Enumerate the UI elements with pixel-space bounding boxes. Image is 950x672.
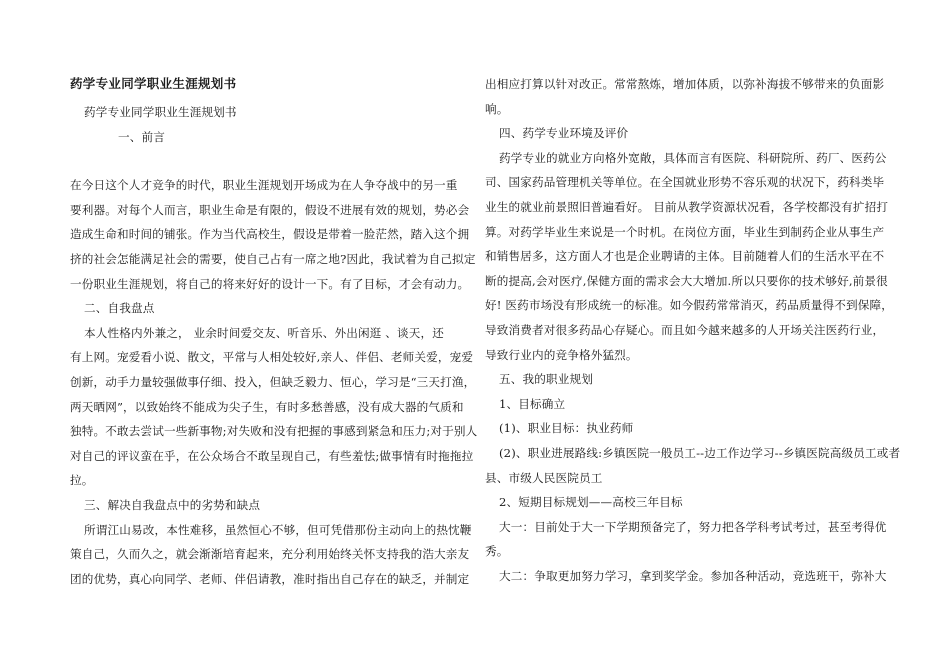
text-line: 药学专业同学职业生涯规划书 <box>84 105 237 119</box>
text-line: 本人性格内外兼之， 业余时间爱交友、听音乐、外出闲逛 、谈天，还 <box>84 325 444 340</box>
text-line: 独特。不敢去尝试一些新事物;对失败和没有把握的事感到紧急和压力;对于别人 <box>70 424 478 439</box>
right-column <box>485 72 901 588</box>
text-line: 三、解决自我盘点中的劣势和缺点 <box>84 497 261 512</box>
text-line: 挤的社会怎能满足社会的需要，使自己占有一席之地?因此，我试着为自己拟定 <box>70 251 476 266</box>
text-line: 两天晒网”，以致始终不能成为尖子生，有时多愁善感，没有成大器的气质和 <box>70 399 464 414</box>
text-line: 2、短期目标规划——高校三年目标 <box>499 495 683 510</box>
text-line: 在今日这个人才竞争的时代，职业生涯规划开场成为在人争夺战中的另一重 <box>70 178 458 193</box>
text-line: 司、国家药品管理机关等单位。在全国就业形势不容乐观的状况下，药科类毕 <box>485 175 885 190</box>
document-title: 药学专业同学职业生涯规划书 <box>70 76 237 91</box>
text-line: 好! 医药市场没有形成统一的标准。如今假药常常消灭，药品质量得不到保障， <box>485 298 893 313</box>
text-line: 二、自我盘点 <box>84 301 155 316</box>
text-line: 算。对药学毕业生来说是一个时机。在岗位方面，毕业生到制药企业从事生产 <box>485 224 885 239</box>
text-line: 大二：争取更加努力学习，拿到奖学金。参加各种活动，竞选班干，弥补大 <box>499 568 887 583</box>
text-line: 团的优势，真心向同学、老师、伴侣请教，准时指出自己存在的缺乏，并制定 <box>70 571 470 586</box>
text-line: 响。 <box>485 101 509 116</box>
text-line: 有上网。宠爱看小说、散文，平常与人相处较好,亲人、伴侣、老师关爱，宠爱 <box>70 350 474 365</box>
text-line: 一、前言 <box>118 129 165 144</box>
text-line: 药学专业的就业方向格外宽敞，具体而言有医院、科研院所、药厂、医药公 <box>499 150 887 165</box>
text-line: 导致行业内的竞争格外猛烈。 <box>485 347 638 362</box>
text-line: 创新，动手力量较强做事仔细、投入，但缺乏毅力、恒心，学习是“三天打渔， <box>70 374 476 389</box>
text-line: 五、我的职业规划 <box>499 372 593 387</box>
text-line: 策自己，久而久之，就会渐渐培育起来，充分利用始终关怀支持我的浩大亲友 <box>70 547 470 562</box>
blank-line <box>70 149 465 173</box>
text-line: 1、目标确立 <box>499 396 566 411</box>
left-column <box>70 100 478 591</box>
text-line: 秀。 <box>485 544 509 559</box>
text-line: 出相应打算以针对改正。常常熬炼，增加体质，以弥补海拔不够带来的负面影 <box>485 77 885 91</box>
text-line: 县、市级人民医院员工 <box>485 470 603 485</box>
text-line: 断的提高,会对医疗,保健方面的需求会大大增加.所以只要你的技术够好,前景很 <box>485 273 888 288</box>
text-line: 对自己的评议蛮在乎，在公众场合不敢呈现自己，有些羞怯;做事情有时拖拖拉 <box>70 448 474 463</box>
text-line: (1)、职业目标：执业药师 <box>499 421 634 436</box>
text-line: 一份职业生涯规划，将自己的将来好好的设计一下。有了目标，才会有动力。 <box>70 276 470 291</box>
text-line: (2)、职业进展路线:乡镇医院一般员工--边工作边学习--乡镇医院高级员工或者 <box>499 445 901 460</box>
text-line: 四、药学专业环境及评价 <box>499 126 629 141</box>
text-line: 和销售居多，这方面人才也是企业聘请的主体。目前随着人们的生活水平在不 <box>485 249 885 264</box>
text-line: 造成生命和时间的铺张。作为当代高校生，假设是带着一脸茫然，踏入这个拥 <box>70 227 470 242</box>
text-line: 业生的就业前景照旧普遍看好。 目前从教学资源状况看，各学校都没有扩招打 <box>485 199 889 214</box>
text-line: 要利器。对每个人而言，职业生命是有限的，假设不进展有效的规划，势必会 <box>70 202 470 217</box>
text-line: 导致消费者对很多药品心存疑心。而且如今越来越多的人开场关注医药行业， <box>485 322 885 337</box>
text-line: 所谓江山易改，本性难移，虽然恒心不够，但可凭借那份主动向上的热忱鞭 <box>84 522 472 537</box>
text-line: 大一：目前处于大一下学期预备完了，努力把各学科考试考过，甚至考得优 <box>499 519 887 534</box>
text-line: 拉。 <box>70 473 94 488</box>
